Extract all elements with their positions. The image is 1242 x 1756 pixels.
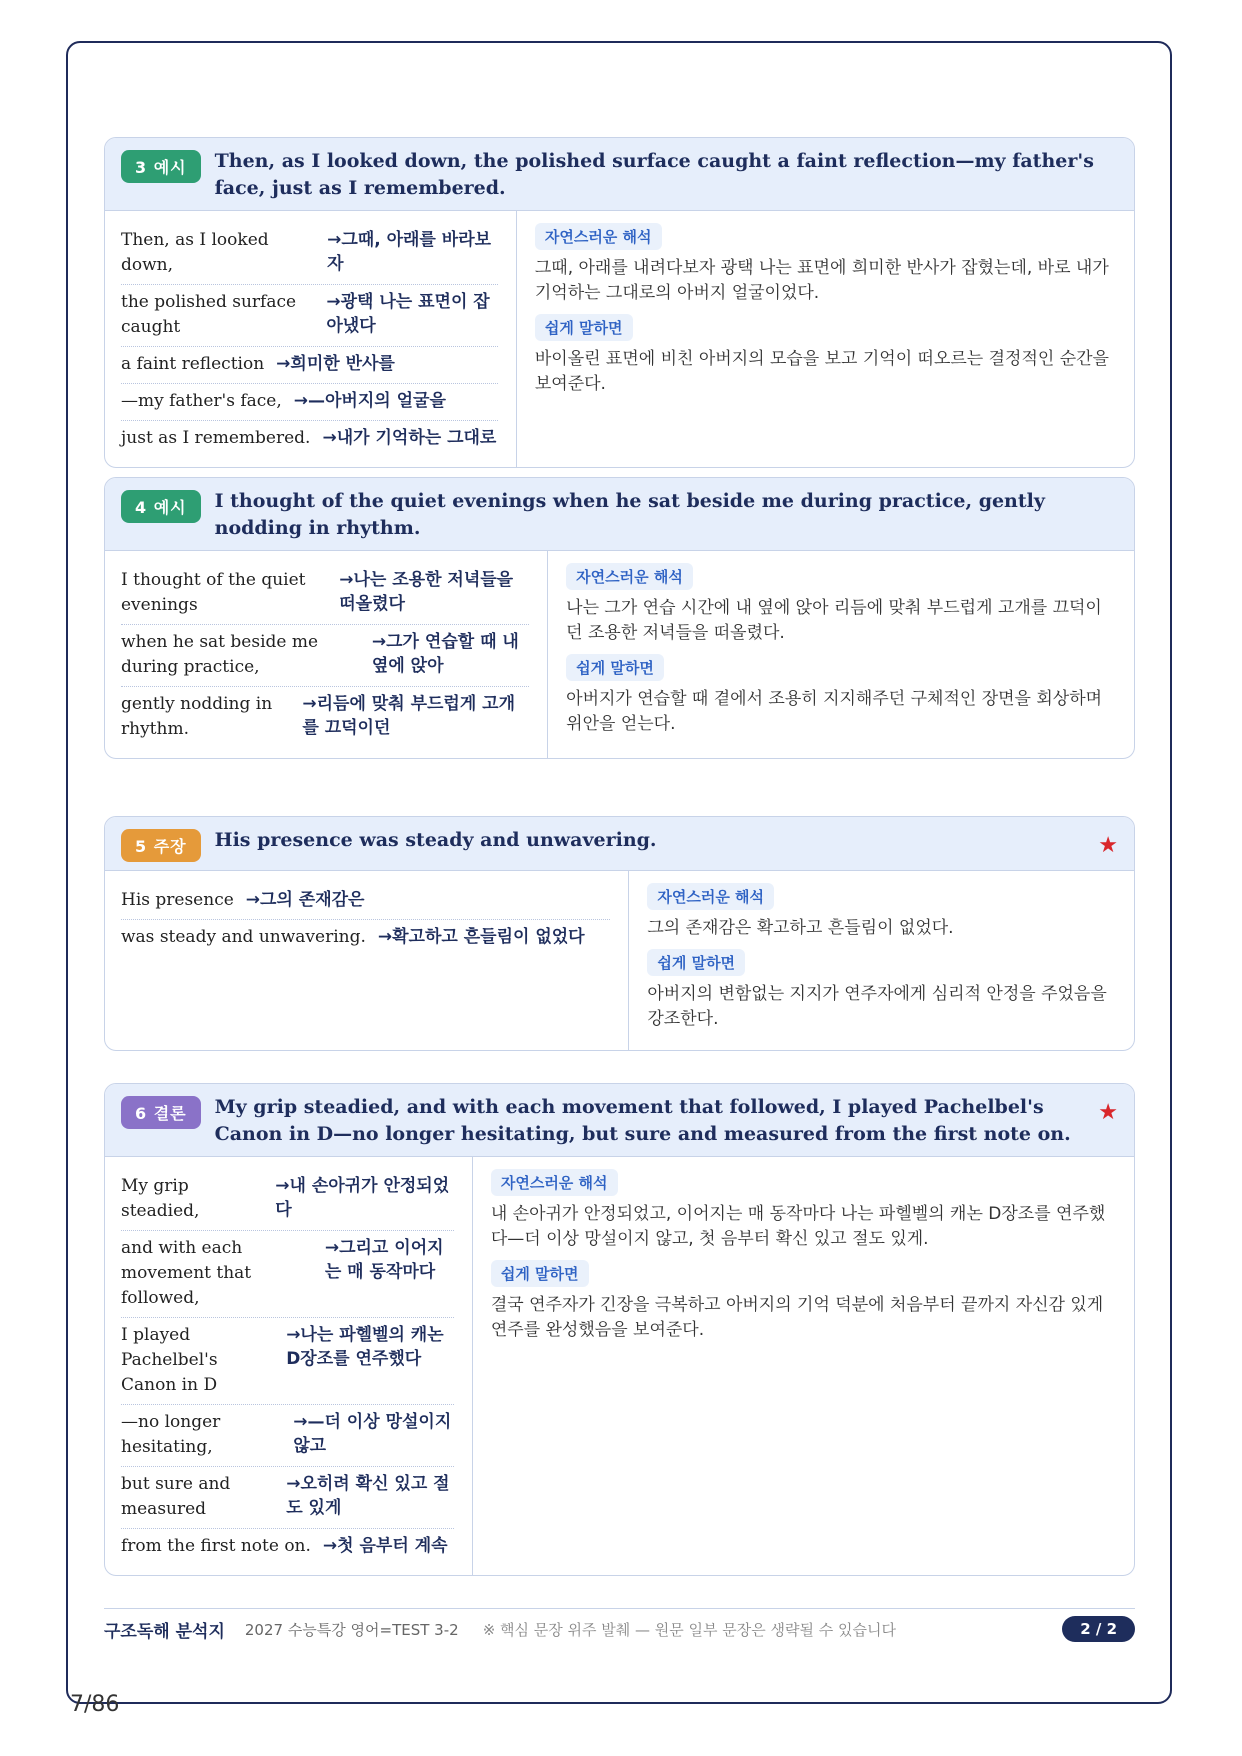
easy-explanation-label: 쉽게 말하면 (566, 654, 664, 681)
chunk-list (105, 1157, 472, 1575)
chunk-row (121, 883, 610, 920)
natural-translation: 내 손아귀가 안정되었고, 이어지는 매 동작마다 나는 파헬벨의 캐논 D장조를 연주했다—더 이상 망설이지 않고, 첫 음부터 확신 있고 절도 있게. (490, 1204, 1106, 1249)
chunk-korean: →내 손아귀가 안정되었다 (275, 1176, 450, 1220)
chunk-row (121, 920, 610, 956)
natural-translation: 그의 존재감은 확고하고 흔들림이 없었다. (647, 918, 954, 938)
easy-explanation-label: 쉽게 말하면 (647, 949, 745, 976)
chunk-korean: →내가 기억하는 그대로 (322, 428, 497, 448)
easy-explanation-label: 쉽게 말하면 (491, 1260, 589, 1287)
chunk-list (105, 551, 547, 758)
easy-explanation: 바이올린 표면에 비친 아버지의 모습을 보고 기억이 떠오르는 결정적인 순간을 보여준다. (534, 349, 1109, 394)
natural-translation-label: 자연스러운 해석 (647, 883, 774, 910)
card-body (105, 871, 1134, 1050)
footer-title: 구조독해 분석지 (104, 1621, 225, 1642)
footer-subtitle: 2027 수능특강 영어=TEST 3-2 (244, 1620, 459, 1639)
chunk-english: Then, as I looked down, (121, 230, 269, 275)
footer-divider (104, 1608, 1135, 1609)
chunk-korean: →—아버지의 얼굴을 (293, 391, 446, 411)
natural-translation-label: 자연스러운 해석 (566, 563, 693, 590)
card-header (105, 1084, 1134, 1157)
interpretation-panel (628, 871, 1134, 1050)
chunk-english: His presence (121, 890, 234, 910)
natural-translation-label: 자연스러운 해석 (491, 1169, 618, 1196)
chunk-row (121, 223, 498, 285)
natural-translation: 그때, 아래를 내려다보자 광택 나는 표면에 희미한 반사가 잡혔는데, 바로 내가 기억하는 그대로의 아버지 얼굴이었다. (534, 258, 1109, 303)
card-body (105, 211, 1134, 467)
chunk-korean: →첫 음부터 계속 (322, 1536, 448, 1556)
easy-explanation: 결국 연주자가 긴장을 극복하고 아버지의 기억 덕분에 처음부터 끝까지 자신감 있게 연주를 완성했음을 보여준다. (490, 1295, 1104, 1340)
chunk-row (121, 347, 498, 384)
chunk-row (121, 384, 498, 421)
chunk-korean: →그때, 아래를 바라보자 (327, 230, 492, 274)
chunk-korean: →나는 조용한 저녁들을 떠올렸다 (339, 570, 514, 614)
english-sentence: Then, as I looked down, the polished surface caught a faint reflection—my father's face, just as I remembered. (214, 150, 1094, 199)
chunk-english: I played Pachelbel's Canon in D (121, 1325, 218, 1395)
chunk-row (121, 421, 498, 457)
english-sentence: I thought of the quiet evenings when he sat beside me during practice, gently nodding in rhythm. (214, 490, 1045, 539)
key-star-icon: ★ (1098, 833, 1118, 858)
chunk-row (121, 625, 529, 687)
easy-explanation: 아버지의 변함없는 지지가 연주자에게 심리적 안정을 주었음을 강조한다. (647, 984, 1107, 1029)
footer-page-badge: 2 / 2 (1062, 1616, 1135, 1642)
natural-translation: 나는 그가 연습 시간에 내 옆에 앉아 리듬에 맞춰 부드럽게 고개를 끄덕이던 조용한 저녁들을 떠올렸다. (566, 598, 1102, 643)
chunk-row (121, 1231, 454, 1318)
chunk-english: the polished surface caught (121, 292, 297, 337)
chunk-korean: →나는 파헬벨의 캐논 D장조를 연주했다 (286, 1325, 444, 1369)
card-header (105, 817, 1134, 871)
chunk-english: and with each movement that followed, (121, 1238, 252, 1308)
chunk-row (121, 1529, 454, 1565)
chunk-english: My grip steadied, (121, 1176, 200, 1221)
sentence-card-6 (104, 1083, 1135, 1576)
sentence-card-5 (104, 816, 1135, 1051)
sentence-badge: 5 주장 (121, 829, 201, 862)
chunk-english: was steady and unwavering. (121, 927, 366, 947)
chunk-row (121, 687, 529, 748)
footer-note: ※ 핵심 문장 위주 발췌 — 원문 일부 문장은 생략될 수 있습니다 (482, 1620, 896, 1639)
english-sentence: My grip steadied, and with each movement that followed, I played Pachelbel's Canon in D—no longer hesitating, but sure and measured from the first note on. (214, 1096, 1071, 1145)
chunk-korean: →리듬에 맞춰 부드럽게 고개를 끄덕이던 (302, 694, 516, 738)
chunk-list (105, 871, 628, 1050)
page-number: 7/86 (70, 1692, 120, 1717)
interpretation-panel (516, 211, 1134, 467)
chunk-english: from the first note on. (121, 1536, 311, 1556)
chunk-row (121, 1405, 454, 1467)
chunk-row (121, 1169, 454, 1231)
chunk-english: when he sat beside me during practice, (121, 632, 319, 677)
card-body (105, 1157, 1134, 1575)
chunk-korean: →오히려 확신 있고 절도 있게 (286, 1474, 450, 1518)
key-star-icon: ★ (1098, 1100, 1118, 1125)
chunk-english: just as I remembered. (121, 428, 311, 448)
easy-explanation-label: 쉽게 말하면 (535, 314, 633, 341)
chunk-list (105, 211, 516, 467)
card-header (105, 478, 1134, 551)
sentence-card-3 (104, 137, 1135, 468)
chunk-korean: →—더 이상 망설이지 않고 (293, 1412, 452, 1456)
chunk-row (121, 1467, 454, 1529)
chunk-row (121, 1318, 454, 1405)
chunk-english: a faint reflection (121, 354, 265, 374)
interpretation-panel (472, 1157, 1134, 1575)
chunk-korean: →그가 연습할 때 내 옆에 앉아 (371, 632, 519, 676)
chunk-english: I thought of the quiet evenings (121, 570, 306, 615)
chunk-english: —no longer hesitating, (121, 1412, 221, 1457)
chunk-korean: →광택 나는 표면이 잡아냈다 (326, 292, 490, 336)
easy-explanation: 아버지가 연습할 때 곁에서 조용히 지지해주던 구체적인 장면을 회상하며 위안을 얻는다. (566, 689, 1103, 734)
english-sentence: His presence was steady and unwavering. (214, 829, 657, 851)
sentence-badge: 4 예시 (121, 490, 201, 523)
chunk-korean: →그의 존재감은 (245, 890, 365, 910)
sentence-badge: 6 결론 (121, 1096, 201, 1129)
chunk-korean: →확고하고 흔들림이 없었다 (377, 927, 585, 947)
card-body (105, 551, 1134, 758)
chunk-english: —my father's face, (121, 391, 282, 411)
chunk-korean: →희미한 반사를 (276, 354, 395, 374)
chunk-row (121, 563, 529, 625)
footer (104, 1614, 1135, 1644)
sentence-badge: 3 예시 (121, 150, 201, 183)
sentence-card-4 (104, 477, 1135, 759)
chunk-english: gently nodding in rhythm. (121, 694, 273, 739)
chunk-english: but sure and measured (121, 1474, 231, 1519)
card-header (105, 138, 1134, 211)
chunk-korean: →그리고 이어지는 매 동작마다 (324, 1238, 444, 1282)
natural-translation-label: 자연스러운 해석 (535, 223, 662, 250)
interpretation-panel (547, 551, 1134, 758)
chunk-row (121, 285, 498, 347)
